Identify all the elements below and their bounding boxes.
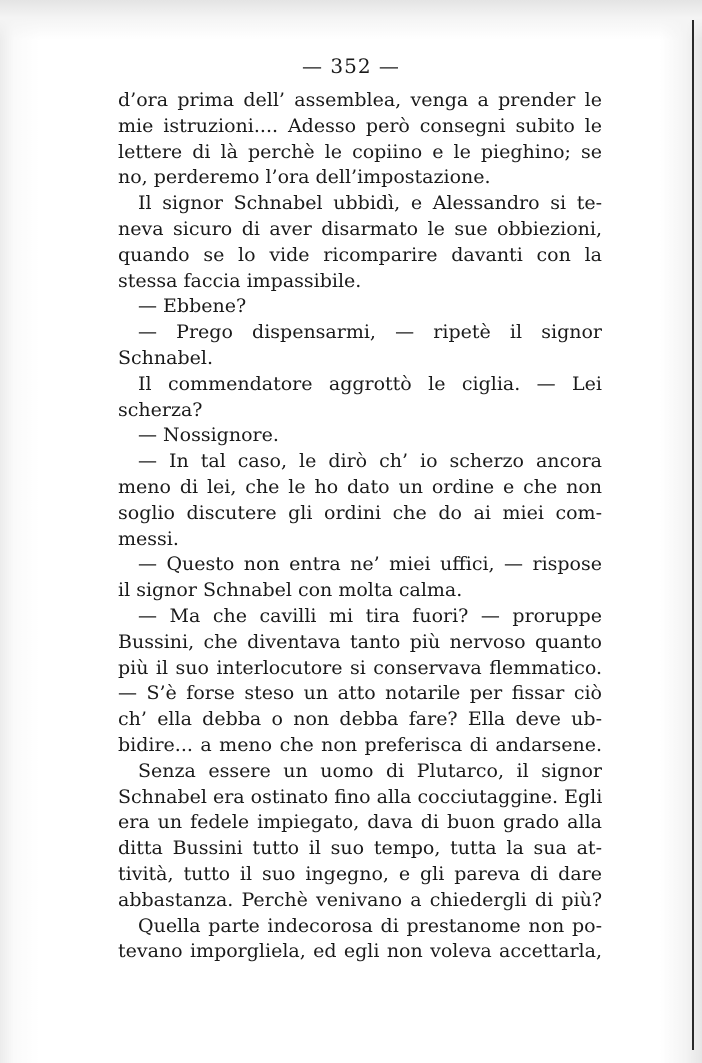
text-line: scherza?	[118, 398, 203, 421]
text-line: Schnabel era ostinato fino alla cocciutaggine. Egli	[118, 785, 603, 808]
text-line: più il suo interlocutore si conservava flemmatico.	[118, 656, 602, 679]
text-line: il signor Schnabel con molta calma.	[118, 579, 463, 602]
page-number: — 352 —	[302, 54, 400, 78]
text-line: mie istruzioni.... Adesso però consegni subito le	[118, 114, 602, 137]
text-line: no, perderemo l’ora dell’impostazione.	[118, 166, 491, 189]
text-line: Senza essere un uomo di Plutarco, il signor	[138, 759, 602, 782]
text-line: — Nossignore.	[138, 424, 279, 447]
page-edge-line	[692, 20, 694, 1050]
text-line: Il signor Schnabel ubbidì, e Alessandro si te-	[138, 192, 602, 215]
page-top-shadow	[0, 0, 702, 40]
text-line: quando se lo vide ricomparire davanti con la	[118, 243, 602, 266]
text-line: — Ebbene?	[138, 295, 247, 318]
text-line: — Questo non entra ne’ miei uffici, — rispose	[138, 553, 602, 576]
text-line: — Prego dispensarmi, — ripetè il signor	[138, 321, 602, 344]
text-line: Bussini, che diventava tanto più nervoso quanto	[118, 630, 602, 653]
text-line: era un fedele impiegato, dava di buon grado alla	[118, 811, 602, 834]
text-line: — In tal caso, le dirò ch’ io scherzo ancora	[138, 450, 602, 473]
text-line: ch’ ella debba o non debba fare? Ella deve ub-	[118, 708, 602, 731]
text-line: Quella parte indecorosa di prestanome non po-	[138, 914, 602, 937]
text-line: ditta Bussini tutto il suo tempo, tutta la sua at-	[118, 837, 602, 860]
text-line: Il commendatore aggrottò le ciglia. — Lei	[138, 372, 602, 395]
text-line: bidire... a meno che non preferisca di andarsene.	[118, 733, 602, 756]
text-line: d’ora prima dell’ assemblea, venga a prender le	[118, 89, 602, 111]
body-text	[118, 88, 602, 965]
text-line: neva sicuro di aver disarmato le sue obbiezioni,	[118, 217, 602, 240]
text-line: Schnabel.	[118, 346, 213, 369]
text-line: tevano imporgliela, ed egli non voleva accettarla,	[118, 940, 602, 963]
text-line: soglio discutere gli ordini che do ai miei com-	[118, 501, 602, 524]
text-line: tività, tutto il suo ingegno, e gli pareva di dare	[118, 862, 602, 885]
text-line: abbastanza. Perchè venivano a chiedergli di più?	[118, 888, 602, 911]
text-line: meno di lei, che le ho dato un ordine e che non	[118, 475, 602, 498]
text-line: lettere di là perchè le copiino e le pieghino; se	[118, 140, 602, 163]
text-line: stessa faccia impassibile.	[118, 269, 362, 292]
text-line: — S’è forse steso un atto notarile per fissar ciò	[118, 682, 602, 705]
text-line: — Ma che cavilli mi tira fuori? — proruppe	[138, 604, 602, 627]
text-line: messi.	[118, 527, 179, 550]
